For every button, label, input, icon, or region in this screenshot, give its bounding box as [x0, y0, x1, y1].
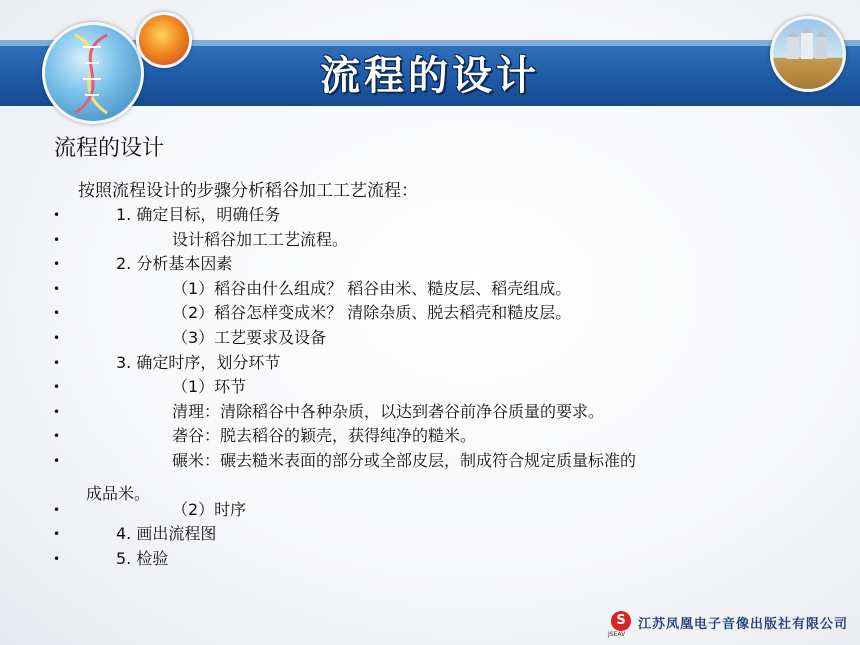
bullet: •: [53, 330, 61, 345]
bullet: •: [53, 208, 61, 222]
bullet: •: [53, 355, 61, 370]
list-item: [0, 228, 860, 253]
list-item: [0, 424, 860, 449]
content-list: [0, 203, 860, 571]
list-item: [0, 449, 860, 474]
list-item-text: 5. 检验: [116, 548, 169, 568]
bullet: •: [53, 429, 61, 444]
list-item: [0, 375, 860, 400]
list-item-text: 2. 分析基本因素: [116, 254, 233, 274]
bullet: •: [53, 306, 61, 321]
publisher-name: 江苏凤凰电子音像出版社有限公司: [638, 617, 849, 632]
list-item-text: （1）稻谷由什么组成？ 稻谷由米、糙皮层、稻壳组成。: [172, 278, 572, 298]
bullet: •: [53, 404, 61, 419]
list-item: [0, 203, 860, 228]
bullet: •: [53, 281, 61, 296]
publisher-logo-icon: S: [611, 611, 631, 631]
list-item-text: 3. 确定时序，划分环节: [116, 352, 281, 372]
list-item-text: （1）环节: [172, 377, 247, 397]
list-item: [0, 547, 860, 572]
bullet: •: [53, 453, 61, 468]
fruit-globe-icon: [136, 12, 192, 68]
bullet: •: [53, 527, 61, 542]
slide-heading: 流程的设计: [54, 136, 165, 161]
bullet: •: [53, 551, 61, 566]
bullet: •: [53, 232, 61, 247]
list-item-text: 4. 画出流程图: [116, 524, 217, 544]
grain-silo-globe-icon: [770, 16, 846, 92]
list-item: [0, 522, 860, 547]
dna-globe-icon: [42, 22, 144, 124]
publisher-logo-sub: JSEAV: [608, 631, 626, 638]
bullet: •: [53, 502, 61, 517]
list-item-text: 1. 确定目标，明确任务: [116, 205, 281, 224]
bullet: •: [53, 257, 61, 272]
slide-banner-title: 流程的设计: [320, 53, 540, 99]
list-item-text: （2）时序: [172, 499, 247, 519]
list-item: [0, 252, 860, 277]
list-item-text: 清理：清除稻谷中各种杂质，以达到砻谷前净谷质量的要求。: [172, 401, 605, 421]
list-item: [0, 351, 860, 376]
list-item-text: （2）稻谷怎样变成米？ 清除杂质、脱去稻壳和糙皮层。: [172, 303, 572, 323]
list-item-text: 设计稻谷加工工艺流程。: [172, 229, 349, 249]
list-item: [0, 400, 860, 425]
intro-text: 按照流程设计的步骤分析稻谷加工工艺流程：: [78, 181, 418, 201]
list-item-text: 碾米：碾去糙米表面的部分或全部皮层，制成符合规定质量标准的: [172, 450, 637, 470]
list-item: [0, 301, 860, 326]
list-item: [0, 277, 860, 302]
list-item: [0, 326, 860, 351]
bullet: •: [53, 380, 61, 395]
continuation-text: 成品米。: [86, 484, 151, 503]
list-item-text: 砻谷：脱去稻谷的颖壳，获得纯净的糙米。: [172, 426, 477, 446]
list-item-text: （3）工艺要求及设备: [172, 327, 327, 347]
